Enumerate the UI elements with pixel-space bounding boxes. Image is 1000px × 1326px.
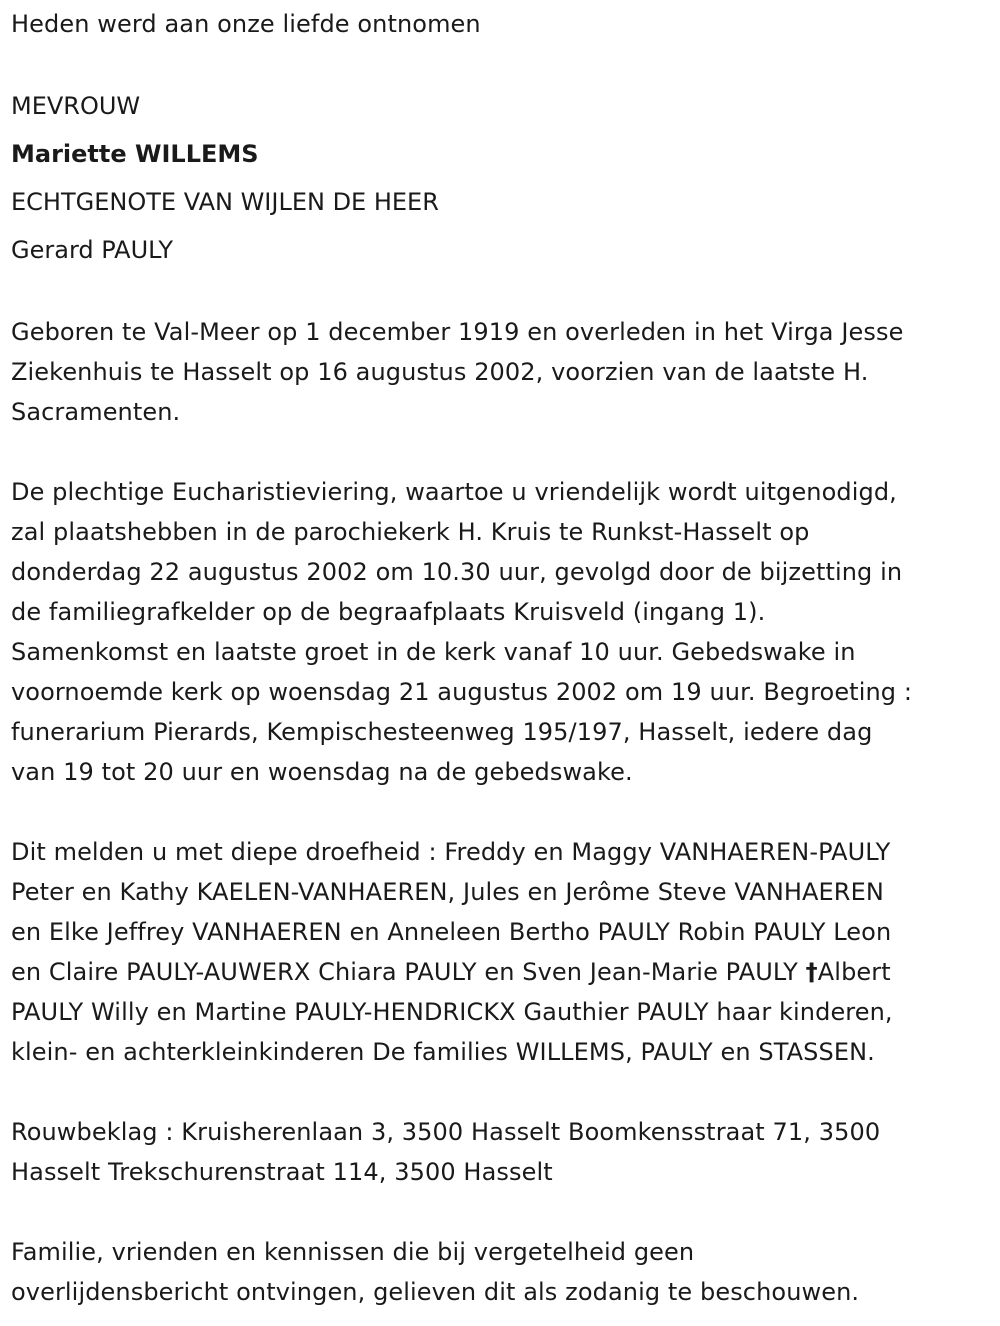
paragraph-line: Familie, vrienden en kennissen die bij vergetelheid geen: [11, 1238, 695, 1266]
paragraph-line: Geboren te Val-Meer op 1 december 1919 en overleden in het Virga Jesse: [11, 318, 904, 346]
paragraph-line: overlijdensbericht ontvingen, gelieven dit als zodanig te beschouwen.: [11, 1278, 860, 1306]
paragraph-line: Samenkomst en laatste groet in de kerk vanaf 10 uur. Gebedswake in: [11, 638, 856, 666]
family-paragraph: [11, 832, 996, 1072]
condolence-paragraph: [11, 1112, 996, 1192]
paragraph-line: en Elke Jeffrey VANHAEREN en Anneleen Bertho PAULY Robin PAULY Leon: [11, 918, 892, 946]
cross-icon: †: [805, 958, 818, 986]
line-segment: Albert: [817, 958, 891, 986]
paragraph-line: PAULY Willy en Martine PAULY-HENDRICKX Gauthier PAULY haar kinderen,: [11, 998, 893, 1026]
paragraph-line: funerarium Pierards, Kempischesteenweg 195/197, Hasselt, iedere dag: [11, 718, 873, 746]
paragraph-line: Hasselt Trekschurenstraat 114, 3500 Hasselt: [11, 1158, 553, 1186]
deceased-name: Mariette WILLEMS: [11, 140, 259, 168]
paragraph-line: De plechtige Eucharistieviering, waartoe u vriendelijk wordt uitgenodigd,: [11, 478, 897, 506]
paragraph-line: Rouwbeklag : Kruisherenlaan 3, 3500 Hasselt Boomkensstraat 71, 3500: [11, 1118, 881, 1146]
paragraph-line: [11, 952, 996, 992]
paragraph-line: klein- en achterkleinkinderen De families WILLEMS, PAULY en STASSEN.: [11, 1038, 875, 1066]
paragraph-line: de familiegrafkelder op de begraafplaats Kruisveld (ingang 1).: [11, 598, 766, 626]
relation-text: ECHTGENOTE VAN WIJLEN DE HEER: [11, 188, 439, 216]
line-segment: en Claire PAULY-AUWERX Chiara PAULY en Sven Jean-Marie PAULY: [11, 958, 806, 986]
paragraph-line: Sacramenten.: [11, 398, 181, 426]
paragraph-line: zal plaatshebben in de parochiekerk H. Kruis te Runkst-Hasselt op: [11, 518, 810, 546]
obituary-document: [11, 4, 996, 1312]
ceremony-paragraph: [11, 472, 996, 792]
paragraph-line: voornoemde kerk op woensdag 21 augustus 2002 om 19 uur. Begroeting :: [11, 678, 913, 706]
paragraph-line: Peter en Kathy KAELEN-VANHAEREN, Jules en Jerôme Steve VANHAEREN: [11, 878, 884, 906]
intro-text: Heden werd aan onze liefde ontnomen: [11, 10, 481, 38]
paragraph-line: Dit melden u met diepe droefheid : Freddy en Maggy VANHAEREN-PAULY: [11, 838, 891, 866]
paragraph-line: donderdag 22 augustus 2002 om 10.30 uur, gevolgd door de bijzetting in: [11, 558, 903, 586]
paragraph-line: Ziekenhuis te Hasselt op 16 augustus 2002, voorzien van de laatste H.: [11, 358, 869, 386]
birth-death-paragraph: [11, 312, 996, 432]
honorific-title: MEVROUW: [11, 92, 141, 120]
paragraph-line: van 19 tot 20 uur en woensdag na de gebedswake.: [11, 758, 633, 786]
closing-paragraph: [11, 1232, 996, 1312]
spouse-name: Gerard PAULY: [11, 236, 174, 264]
